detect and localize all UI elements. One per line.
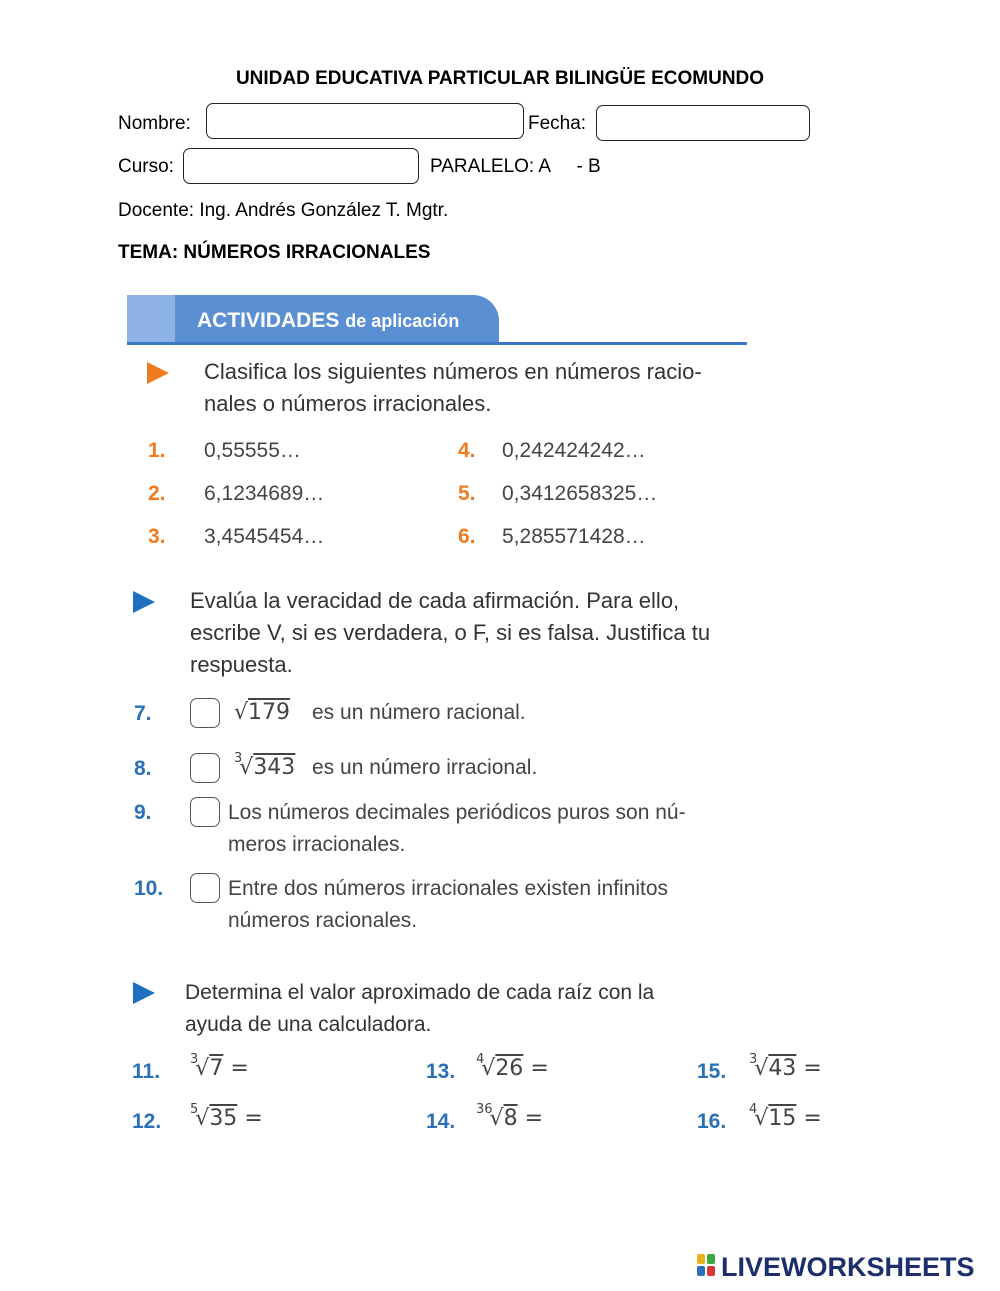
item-13-index: 4 (476, 1052, 485, 1067)
item-13-radicand: 26 (495, 1056, 524, 1081)
item-16-index: 4 (749, 1102, 758, 1117)
item-8-index: 3 (234, 751, 243, 766)
item-11-root: $^3$√7 = (190, 1052, 249, 1081)
item-12-equals: = (244, 1106, 263, 1131)
docente-label: Docente: Ing. Andrés González T. Mgtr. (118, 200, 449, 221)
item-6-value: 5,285571428… (502, 525, 646, 548)
section3-instruction (185, 977, 654, 1041)
paralelo-label: PARALELO: A - B (430, 156, 601, 177)
item-14-index: 36 (476, 1102, 493, 1117)
item-10-checkbox[interactable] (190, 873, 220, 903)
item-15-radicand: 43 (768, 1056, 797, 1081)
item-14-equals: = (524, 1106, 544, 1131)
school-title: UNIDAD EDUCATIVA PARTICULAR BILINGÜE ECOMUNDO (235, 68, 765, 89)
item-8-root: $^3$√343 (234, 751, 296, 780)
fecha-label: Fecha: (528, 113, 587, 134)
curso-label: Curso: (118, 156, 174, 177)
banner-subtitle: de aplicación (345, 311, 460, 331)
item-5-number: 5. (458, 482, 476, 505)
item-12-index: 5 (190, 1102, 199, 1117)
item-8-statement: es un número irracional. (312, 756, 538, 779)
item-10-statement (228, 873, 668, 937)
item-11-index: 3 (190, 1052, 199, 1067)
item-15-index: 3 (749, 1052, 758, 1067)
item-13-equals: = (530, 1056, 549, 1081)
item-4-number: 4. (458, 439, 476, 462)
banner-strip (127, 295, 175, 343)
liveworksheets-logo-text: LIVEWORKSHEETS (721, 1252, 975, 1282)
liveworksheets-logo-icon (697, 1254, 717, 1278)
item-2-number: 2. (148, 482, 166, 505)
item-14-radicand: 8 (503, 1106, 518, 1131)
item-8-number: 8. (134, 757, 152, 780)
tema-title: TEMA: NÚMEROS IRRACIONALES (118, 242, 431, 263)
blue-arrow-icon (133, 591, 155, 613)
nombre-label: Nombre: (118, 113, 191, 134)
item-9-line1: Los números decimales periódicos puros son nú- (228, 801, 686, 824)
item-10-line1: Entre dos números irracionales existen infinitos (228, 877, 669, 900)
item-10-line2: números racionales. (228, 909, 418, 932)
section1-instruction-line1: Clasifica los siguientes números en números racio- (204, 359, 702, 384)
banner-title (197, 309, 459, 333)
item-5-value: 0,3412658325… (502, 482, 658, 505)
section3-instruction-line1: Determina el valor aproximado de cada raíz con la (185, 981, 655, 1004)
item-12-number: 12. (132, 1110, 162, 1133)
item-12-root: $^5$√35 = (190, 1102, 263, 1131)
item-7-statement: es un número racional. (312, 701, 526, 724)
item-15-number: 15. (697, 1060, 727, 1083)
item-1-number: 1. (148, 439, 166, 462)
item-9-line2: meros irracionales. (228, 833, 406, 856)
item-13-number: 13. (426, 1060, 456, 1083)
item-12-radicand: 35 (209, 1106, 238, 1131)
item-16-root: $^4$√15 = (749, 1102, 822, 1131)
item-15-root: $^3$√43 = (749, 1052, 822, 1081)
item-11-number: 11. (132, 1060, 161, 1083)
liveworksheets-logo (697, 1252, 975, 1283)
item-7-number: 7. (134, 702, 152, 725)
item-14-number: 14. (426, 1110, 456, 1133)
nombre-field[interactable] (206, 103, 524, 139)
item-16-equals: = (803, 1106, 822, 1131)
banner-title-main: ACTIVIDADES (197, 309, 340, 332)
curso-field[interactable] (183, 148, 419, 184)
item-2-value: 6,1234689… (204, 482, 325, 505)
item-7-radicand: 179 (248, 700, 291, 725)
item-16-radicand: 15 (768, 1106, 797, 1131)
item-8-checkbox[interactable] (190, 753, 220, 783)
item-9-statement (228, 797, 686, 861)
item-3-value: 3,4545454… (204, 525, 325, 548)
item-16-number: 16. (697, 1110, 727, 1133)
item-7-root: √179 (234, 700, 291, 725)
section2-instruction-line3: respuesta. (190, 652, 293, 677)
item-9-checkbox[interactable] (190, 797, 220, 827)
item-13-root: $^4$√26 = (476, 1052, 549, 1081)
item-11-equals: = (230, 1056, 249, 1081)
section2-instruction (190, 585, 710, 681)
item-14-root: $^{36}$√8 = (476, 1102, 544, 1131)
section2-instruction-line2: escribe V, si es verdadera, o F, si es falsa. Justifica tu (190, 620, 711, 645)
item-6-number: 6. (458, 525, 476, 548)
blue-arrow-icon-2 (133, 982, 155, 1004)
section2-instruction-line1: Evalúa la veracidad de cada afirmación. Para ello, (190, 588, 680, 613)
item-11-radicand: 7 (209, 1056, 224, 1081)
fecha-field[interactable] (596, 105, 810, 141)
item-8-radicand: 343 (253, 755, 296, 780)
orange-arrow-icon (147, 362, 169, 384)
item-9-number: 9. (134, 801, 152, 824)
item-7-checkbox[interactable] (190, 698, 220, 728)
item-1-value: 0,55555… (204, 439, 301, 462)
section1-instruction (204, 356, 702, 420)
section1-instruction-line2: nales o números irracionales. (204, 391, 492, 416)
item-3-number: 3. (148, 525, 166, 548)
section3-instruction-line2: ayuda de una calculadora. (185, 1013, 432, 1036)
item-10-number: 10. (134, 877, 164, 900)
item-4-value: 0,242424242… (502, 439, 646, 462)
item-15-equals: = (803, 1056, 822, 1081)
banner-rule (127, 342, 747, 345)
